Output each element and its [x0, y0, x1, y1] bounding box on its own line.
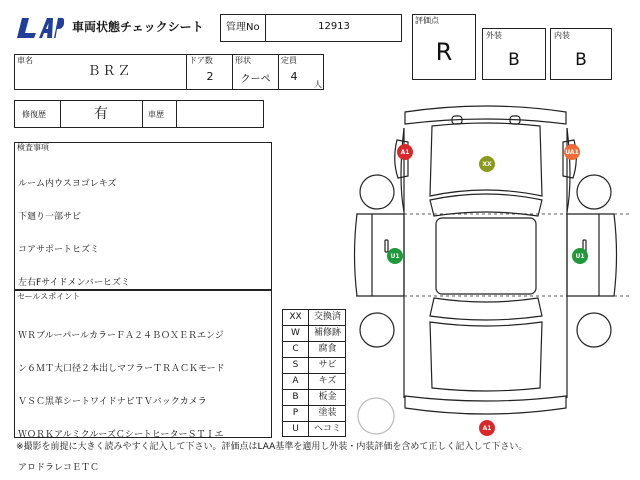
exterior-score-value: B	[508, 50, 520, 70]
capacity-value: 4	[290, 70, 298, 83]
damage-marker-ua1-code: UA1	[565, 149, 579, 156]
inspection-line: 下廻り一部サビ	[18, 212, 82, 222]
repair-history-label: 修復歴	[22, 110, 46, 119]
legend-row: U ヘコミ	[283, 422, 345, 438]
inspection-label: 検査事項	[17, 143, 49, 152]
rear-right-wheel	[577, 313, 611, 347]
rear-windshield	[430, 298, 542, 320]
sales-point-line: ＶＳＣ黒革シートワイドナビＴＶバックカメラ	[18, 397, 207, 407]
doors-value: 2	[206, 70, 214, 83]
car-name-label: 車名	[17, 56, 33, 65]
body-shape-label: 形状	[235, 56, 251, 65]
trunk	[430, 322, 542, 391]
legend-row: S サビ	[283, 358, 345, 374]
front-right-wheel	[577, 175, 611, 209]
exterior-score-label: 外装	[486, 31, 502, 40]
overall-score-value: R	[435, 38, 453, 66]
sales-point-line: ＷＲブルーパールカラーＦＡ２４ＢＯＸＥＲエンジ	[18, 331, 224, 341]
sales-points-label: セールスポイント	[17, 292, 81, 301]
front-bumper	[405, 106, 566, 124]
legend-row: B 板金	[283, 390, 345, 406]
sales-points-lines	[18, 309, 225, 480]
repair-history-value: 有	[94, 106, 108, 122]
vehicle-history-label: 車歴	[148, 110, 164, 119]
left-side-profile	[355, 214, 373, 296]
damage-marker-a1-rear-code: A1	[482, 425, 492, 432]
front-left-wheel	[360, 175, 394, 209]
inspection-line: 左右Fサイドメンバーヒズミ	[18, 278, 130, 288]
capacity-label: 定員	[281, 56, 297, 65]
sales-point-line: ン６ＭＴ大口径２本出しマフラーＴＲＡＣＫモード	[18, 364, 225, 374]
roof	[436, 218, 536, 294]
legend-row: XX 交換済	[283, 310, 345, 326]
legend-row: C 腐食	[283, 342, 345, 358]
legend-row: P 塗装	[283, 406, 345, 422]
inspection-line: コアサポートヒズミ	[18, 245, 100, 255]
interior-score-label: 内装	[554, 31, 570, 40]
legend-row: A キズ	[283, 374, 345, 390]
damage-marker-xx-code: XX	[482, 161, 492, 168]
management-no-label: 管理No	[226, 22, 260, 33]
management-no-value: 12913	[318, 21, 350, 32]
rear-left-wheel	[360, 313, 394, 347]
front-windshield	[430, 194, 542, 216]
legend-row: W 補修跡	[283, 326, 345, 342]
sales-point-line: ＷＯＲＫアルミクルーズＣシートヒーターＳＴＩエ	[18, 430, 224, 440]
damage-marker-u1-left-code: U1	[390, 253, 400, 260]
car-body-diagram	[352, 100, 632, 440]
overall-score-label: 評価点	[415, 16, 439, 25]
rear-bumper	[405, 396, 566, 414]
footer-note: ※撮影を前提に大きく読みやすく記入して下さい。評価点はLAA基準を適用し外装・内装評価を含めて正しく記入して下さい。	[16, 442, 528, 452]
laa-logo	[16, 16, 64, 40]
interior-score-value: B	[575, 50, 587, 70]
damage-marker-u1-right-code: U1	[575, 253, 585, 260]
document-title: 車両状態チェックシート	[72, 20, 204, 34]
right-side-profile	[599, 214, 617, 296]
damage-code-legend	[282, 309, 346, 437]
doors-label: ドア数	[189, 56, 213, 65]
body-shape-value: クーペ	[240, 74, 271, 85]
capacity-unit: 人	[314, 80, 322, 89]
inspection-line: ルーム内ウスヨゴレキズ	[18, 179, 117, 189]
damage-marker-a1-code: A1	[400, 149, 410, 156]
spare-tire	[358, 398, 394, 434]
car-name-value: ＢＲＺ	[87, 64, 133, 79]
sales-point-line: アロドラレコＥＴＣ	[18, 463, 100, 473]
